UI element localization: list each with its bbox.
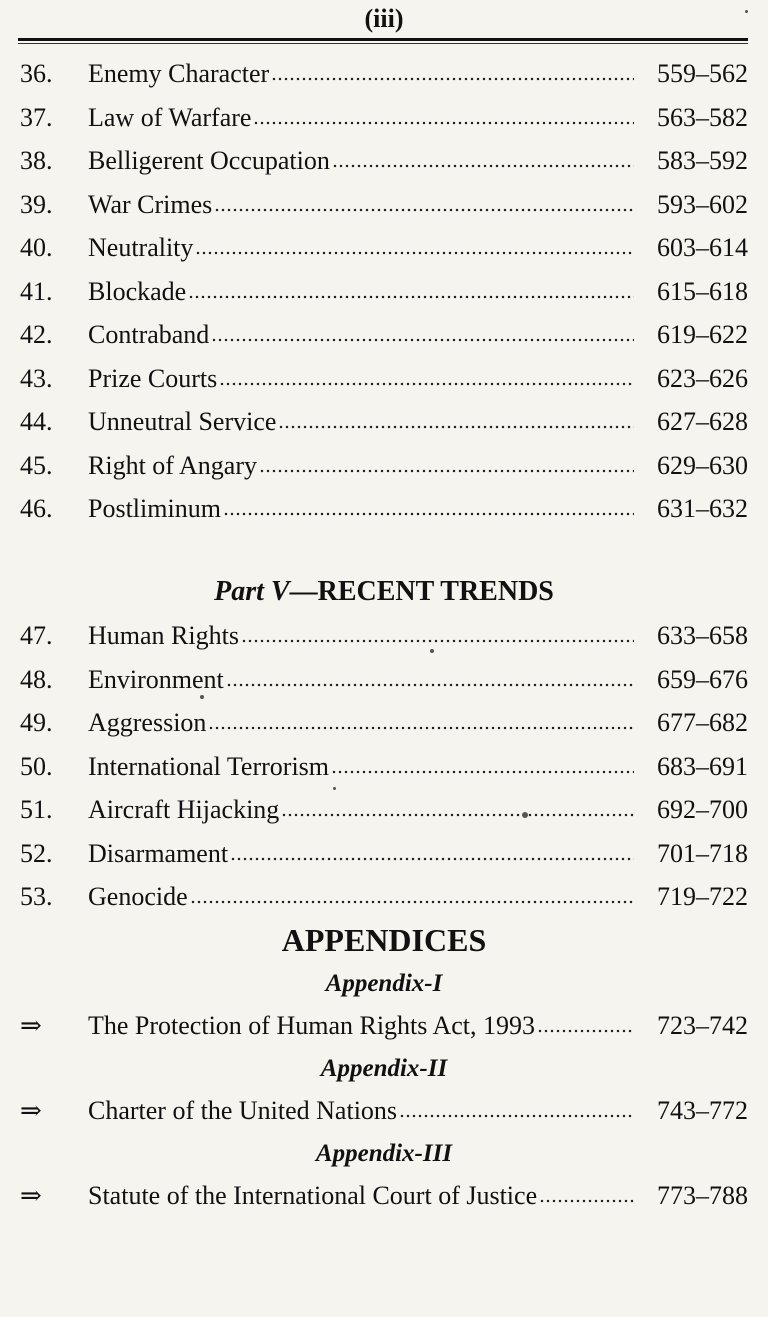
dot-leader — [537, 1024, 634, 1034]
entry-title: The Protection of Human Rights Act, 1993 — [88, 1011, 536, 1040]
dot-leader — [331, 765, 634, 775]
toc-entry — [0, 318, 768, 352]
entry-title: Law of Warfare — [88, 102, 252, 132]
toc-entry — [0, 793, 768, 827]
dot-leader — [539, 1194, 634, 1204]
arrow-icon: ⇒ — [20, 1011, 42, 1040]
scan-speck — [333, 787, 336, 790]
toc-entry — [0, 57, 768, 91]
page-number: (iii) — [364, 4, 404, 33]
toc-entry — [0, 706, 768, 740]
entry-title: Charter of the United Nations — [88, 1096, 398, 1125]
part-prefix: Part V — [214, 576, 290, 607]
arrow-icon: ⇒ — [20, 1096, 42, 1125]
entry-pages: 603–614 — [657, 233, 748, 262]
dot-leader — [332, 159, 634, 169]
entry-pages: 773–788 — [657, 1181, 748, 1210]
entry-title: Aggression — [88, 708, 207, 737]
entry-pages: 615–618 — [657, 276, 748, 306]
entry-pages: 583–592 — [657, 146, 748, 175]
entry-number: 40. — [20, 233, 53, 262]
entry-title-line — [88, 793, 636, 827]
entry-number: 52. — [20, 838, 53, 868]
dot-leader — [281, 808, 634, 818]
toc-entry — [0, 880, 768, 914]
entry-number: 41. — [20, 276, 53, 306]
entry-number: 49. — [20, 708, 53, 737]
appendices-heading: APPENDICES — [281, 922, 487, 958]
entry-title: Belligerent Occupation — [88, 146, 330, 175]
entry-title: Environment — [88, 664, 224, 694]
entry-title: Genocide — [88, 882, 188, 911]
entry-pages: 723–742 — [657, 1011, 748, 1040]
toc-entry — [0, 1179, 768, 1213]
entry-pages: 677–682 — [657, 708, 748, 737]
dot-leader — [278, 420, 634, 430]
entry-title: Contraband — [88, 320, 210, 349]
entry-title-line — [88, 880, 636, 914]
dot-leader — [188, 290, 634, 300]
entry-title-line — [88, 663, 636, 697]
scan-speck — [430, 649, 434, 653]
entry-number: 50. — [20, 751, 53, 781]
entry-number: 43. — [20, 363, 53, 393]
entry-pages: 719–722 — [657, 882, 748, 911]
dot-leader — [208, 721, 634, 731]
entry-pages: 633–658 — [657, 621, 748, 650]
entry-title-line — [88, 144, 636, 178]
entry-pages: 659–676 — [657, 664, 748, 694]
entry-number: 44. — [20, 407, 53, 436]
entry-pages: 692–700 — [657, 795, 748, 824]
entry-title: Enemy Character — [88, 59, 270, 88]
dot-leader — [241, 634, 634, 644]
entry-title-line — [88, 231, 636, 265]
entry-pages: 701–718 — [657, 838, 748, 868]
entry-title: Neutrality — [88, 233, 194, 262]
entry-pages: 743–772 — [657, 1096, 748, 1125]
entry-title-line — [88, 706, 636, 740]
entry-title: Disarmament — [88, 838, 229, 868]
entry-number: 42. — [20, 320, 53, 349]
entry-title: Prize Courts — [88, 363, 218, 393]
entry-title-line — [88, 619, 636, 653]
part-heading — [0, 574, 768, 610]
header-rule-thin — [18, 43, 748, 44]
entry-pages: 563–582 — [657, 102, 748, 132]
entry-pages: 593–602 — [657, 189, 748, 219]
entry-title-line — [88, 1094, 636, 1128]
toc-entry — [0, 750, 768, 784]
entry-pages: 559–562 — [657, 59, 748, 88]
dot-leader — [253, 116, 634, 126]
entry-number: 45. — [20, 450, 53, 480]
entry-number: 37. — [20, 102, 53, 132]
toc-entry — [0, 362, 768, 396]
toc-entry — [0, 101, 768, 135]
entry-title: International Terrorism — [88, 751, 330, 781]
entry-title: War Crimes — [88, 189, 213, 219]
toc-entry — [0, 144, 768, 178]
dot-leader — [190, 895, 634, 905]
entry-title-line — [88, 318, 636, 352]
entry-number: 46. — [20, 494, 53, 523]
entry-title-line — [88, 405, 636, 439]
dot-leader — [226, 678, 634, 688]
entry-number: 36. — [20, 59, 53, 88]
dot-leader — [271, 72, 634, 82]
appendix-label: Appendix-II — [320, 1055, 448, 1082]
dot-leader — [211, 333, 634, 343]
toc-entry — [0, 405, 768, 439]
entry-title: Blockade — [88, 276, 187, 306]
part-title: —RECENT TRENDS — [289, 576, 554, 607]
entry-title-line — [88, 275, 636, 309]
entry-title: Statute of the International Court of Justice — [88, 1181, 538, 1210]
toc-entry — [0, 1094, 768, 1128]
entry-pages: 683–691 — [657, 751, 748, 781]
entry-number: 48. — [20, 664, 53, 694]
scan-speck — [200, 695, 204, 699]
toc-entry — [0, 275, 768, 309]
entry-number: 51. — [20, 795, 53, 824]
entry-number: 38. — [20, 146, 53, 175]
entry-title-line — [88, 492, 636, 526]
scan-speck — [745, 10, 748, 13]
entry-title-line — [88, 188, 636, 222]
toc-entry — [0, 188, 768, 222]
appendix-label: Appendix-I — [325, 970, 443, 997]
toc-entry — [0, 449, 768, 483]
toc-entry — [0, 663, 768, 697]
dot-leader — [399, 1109, 634, 1119]
dot-leader — [223, 507, 634, 517]
scan-speck — [522, 812, 528, 818]
dot-leader — [230, 852, 634, 862]
entry-number: 47. — [20, 621, 53, 650]
entry-title-line — [88, 750, 636, 784]
entry-title-line — [88, 1009, 636, 1043]
header-rule — [18, 38, 748, 41]
entry-title-line — [88, 837, 636, 871]
dot-leader — [214, 203, 634, 213]
appendix-label: Appendix-III — [315, 1140, 453, 1167]
entry-title-line — [88, 1179, 636, 1213]
dot-leader — [219, 377, 634, 387]
toc-entry — [0, 619, 768, 653]
entry-pages: 627–628 — [657, 407, 748, 436]
entry-title: Unneutral Service — [88, 407, 277, 436]
entry-title: Postliminum — [88, 494, 221, 523]
dot-leader — [195, 246, 634, 256]
toc-entry — [0, 837, 768, 871]
entry-number: 39. — [20, 189, 53, 219]
entry-title: Aircraft Hijacking — [88, 795, 280, 824]
entry-title-line — [88, 101, 636, 135]
toc-entry — [0, 231, 768, 265]
toc-entry — [0, 1009, 768, 1043]
entry-pages: 619–622 — [657, 320, 748, 349]
entry-title-line — [88, 57, 636, 91]
arrow-icon: ⇒ — [20, 1181, 42, 1210]
entry-title: Human Rights — [88, 621, 239, 650]
entry-pages: 623–626 — [657, 363, 748, 393]
entry-pages: 631–632 — [657, 494, 748, 523]
toc-entry — [0, 492, 768, 526]
entry-title-line — [88, 362, 636, 396]
entry-number: 53. — [20, 882, 53, 911]
entry-title-line — [88, 449, 636, 483]
dot-leader — [259, 464, 634, 474]
entry-pages: 629–630 — [657, 450, 748, 480]
entry-title: Right of Angary — [88, 450, 257, 480]
